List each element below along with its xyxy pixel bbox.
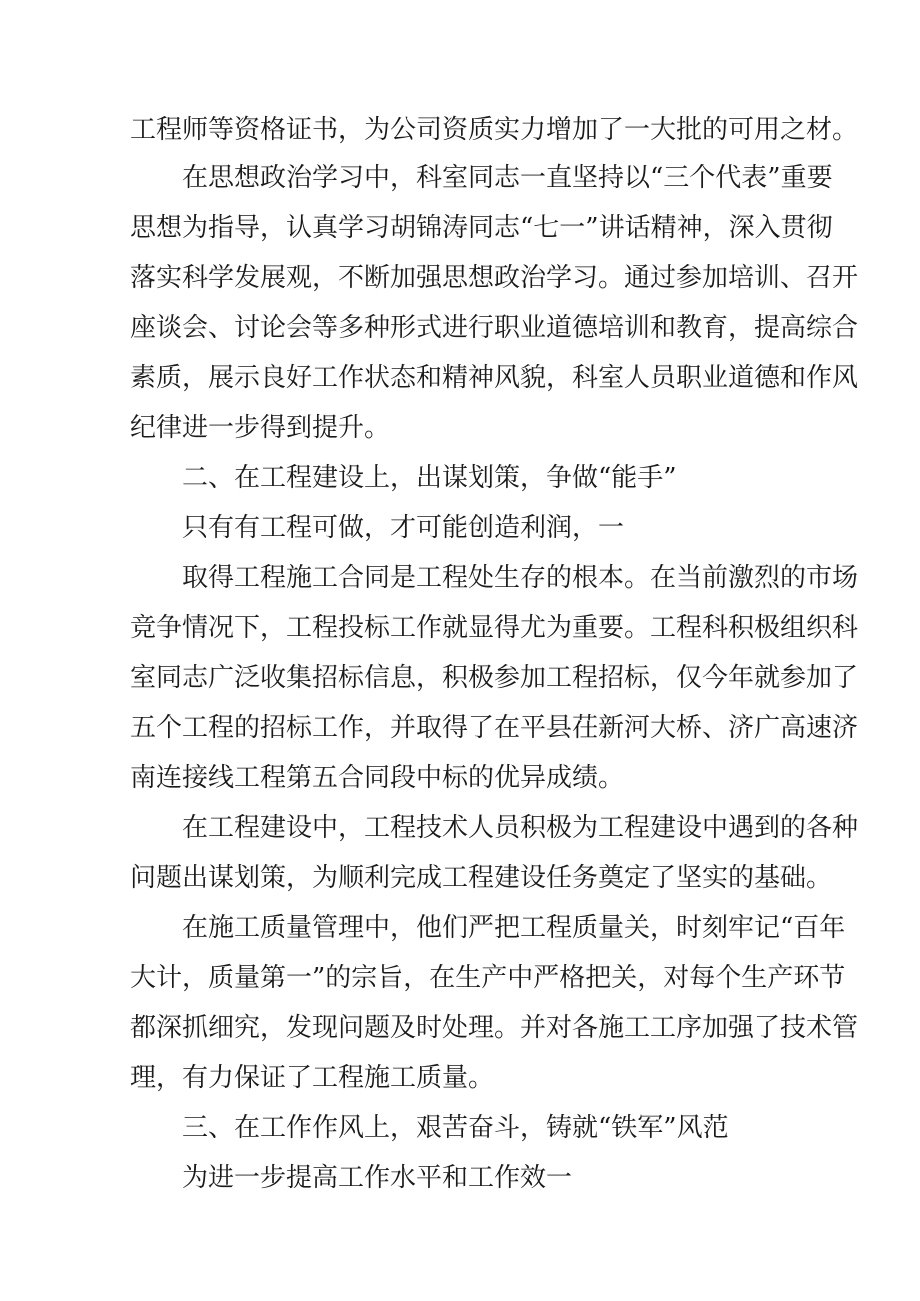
text-line: 思想为指导，认真学习胡锦涛同志“七一”讲话精神，深入贯彻	[130, 213, 833, 243]
text-line: 落实科学发展观，不断加强思想政治学习。通过参加培训、召开	[130, 263, 859, 293]
text-line: 竞争情况下，工程投标工作就显得尤为重要。工程科积极组织科	[130, 613, 859, 643]
text-line: 南连接线工程第五合同段中标的优异成绩。	[130, 763, 625, 793]
text-line: 问题出谋划策，为顺利完成工程建设任务奠定了坚实的基础。	[130, 863, 833, 893]
text-line: 取得工程施工合同是工程处生存的根本。在当前激烈的市场	[182, 563, 859, 593]
text-line: 理，有力保证了工程施工质量。	[130, 1063, 495, 1093]
text-line: 只有有工程可做，才可能创造利润，一	[182, 513, 625, 543]
text-line: 工程师等资格证书，为公司资质实力增加了一大批的可用之材。	[130, 115, 859, 145]
section-heading: 二、在工程建设上，出谋划策，争做“能手”	[182, 463, 677, 493]
text-line: 纪律进一步得到提升。	[130, 413, 391, 443]
text-line: 素质，展示良好工作状态和精神风貌，科室人员职业道德和作风	[130, 363, 859, 393]
text-line: 都深抓细究，发现问题及时处理。并对各施工工序加强了技术管	[130, 1013, 859, 1043]
text-line: 座谈会、讨论会等多种形式进行职业道德培训和教育，提高综合	[130, 313, 859, 343]
text-line: 在思想政治学习中，科室同志一直坚持以“三个代表”重要	[182, 163, 833, 193]
text-line: 大计，质量第一”的宗旨，在生产中严格把关，对每个生产环节	[130, 963, 846, 993]
section-heading: 三、在工作作风上，艰苦奋斗，铸就“铁军”风范	[182, 1113, 729, 1143]
text-line: 在工程建设中，工程技术人员积极为工程建设中遇到的各种	[182, 813, 859, 843]
text-line: 为进一步提高工作水平和工作效一	[182, 1163, 573, 1193]
text-line: 在施工质量管理中，他们严把工程质量关，时刻牢记“百年	[182, 913, 846, 943]
text-line: 室同志广泛收集招标信息，积极参加工程招标，仅今年就参加了	[130, 663, 859, 693]
text-line: 五个工程的招标工作，并取得了在平县茌新河大桥、济广高速济	[130, 713, 859, 743]
